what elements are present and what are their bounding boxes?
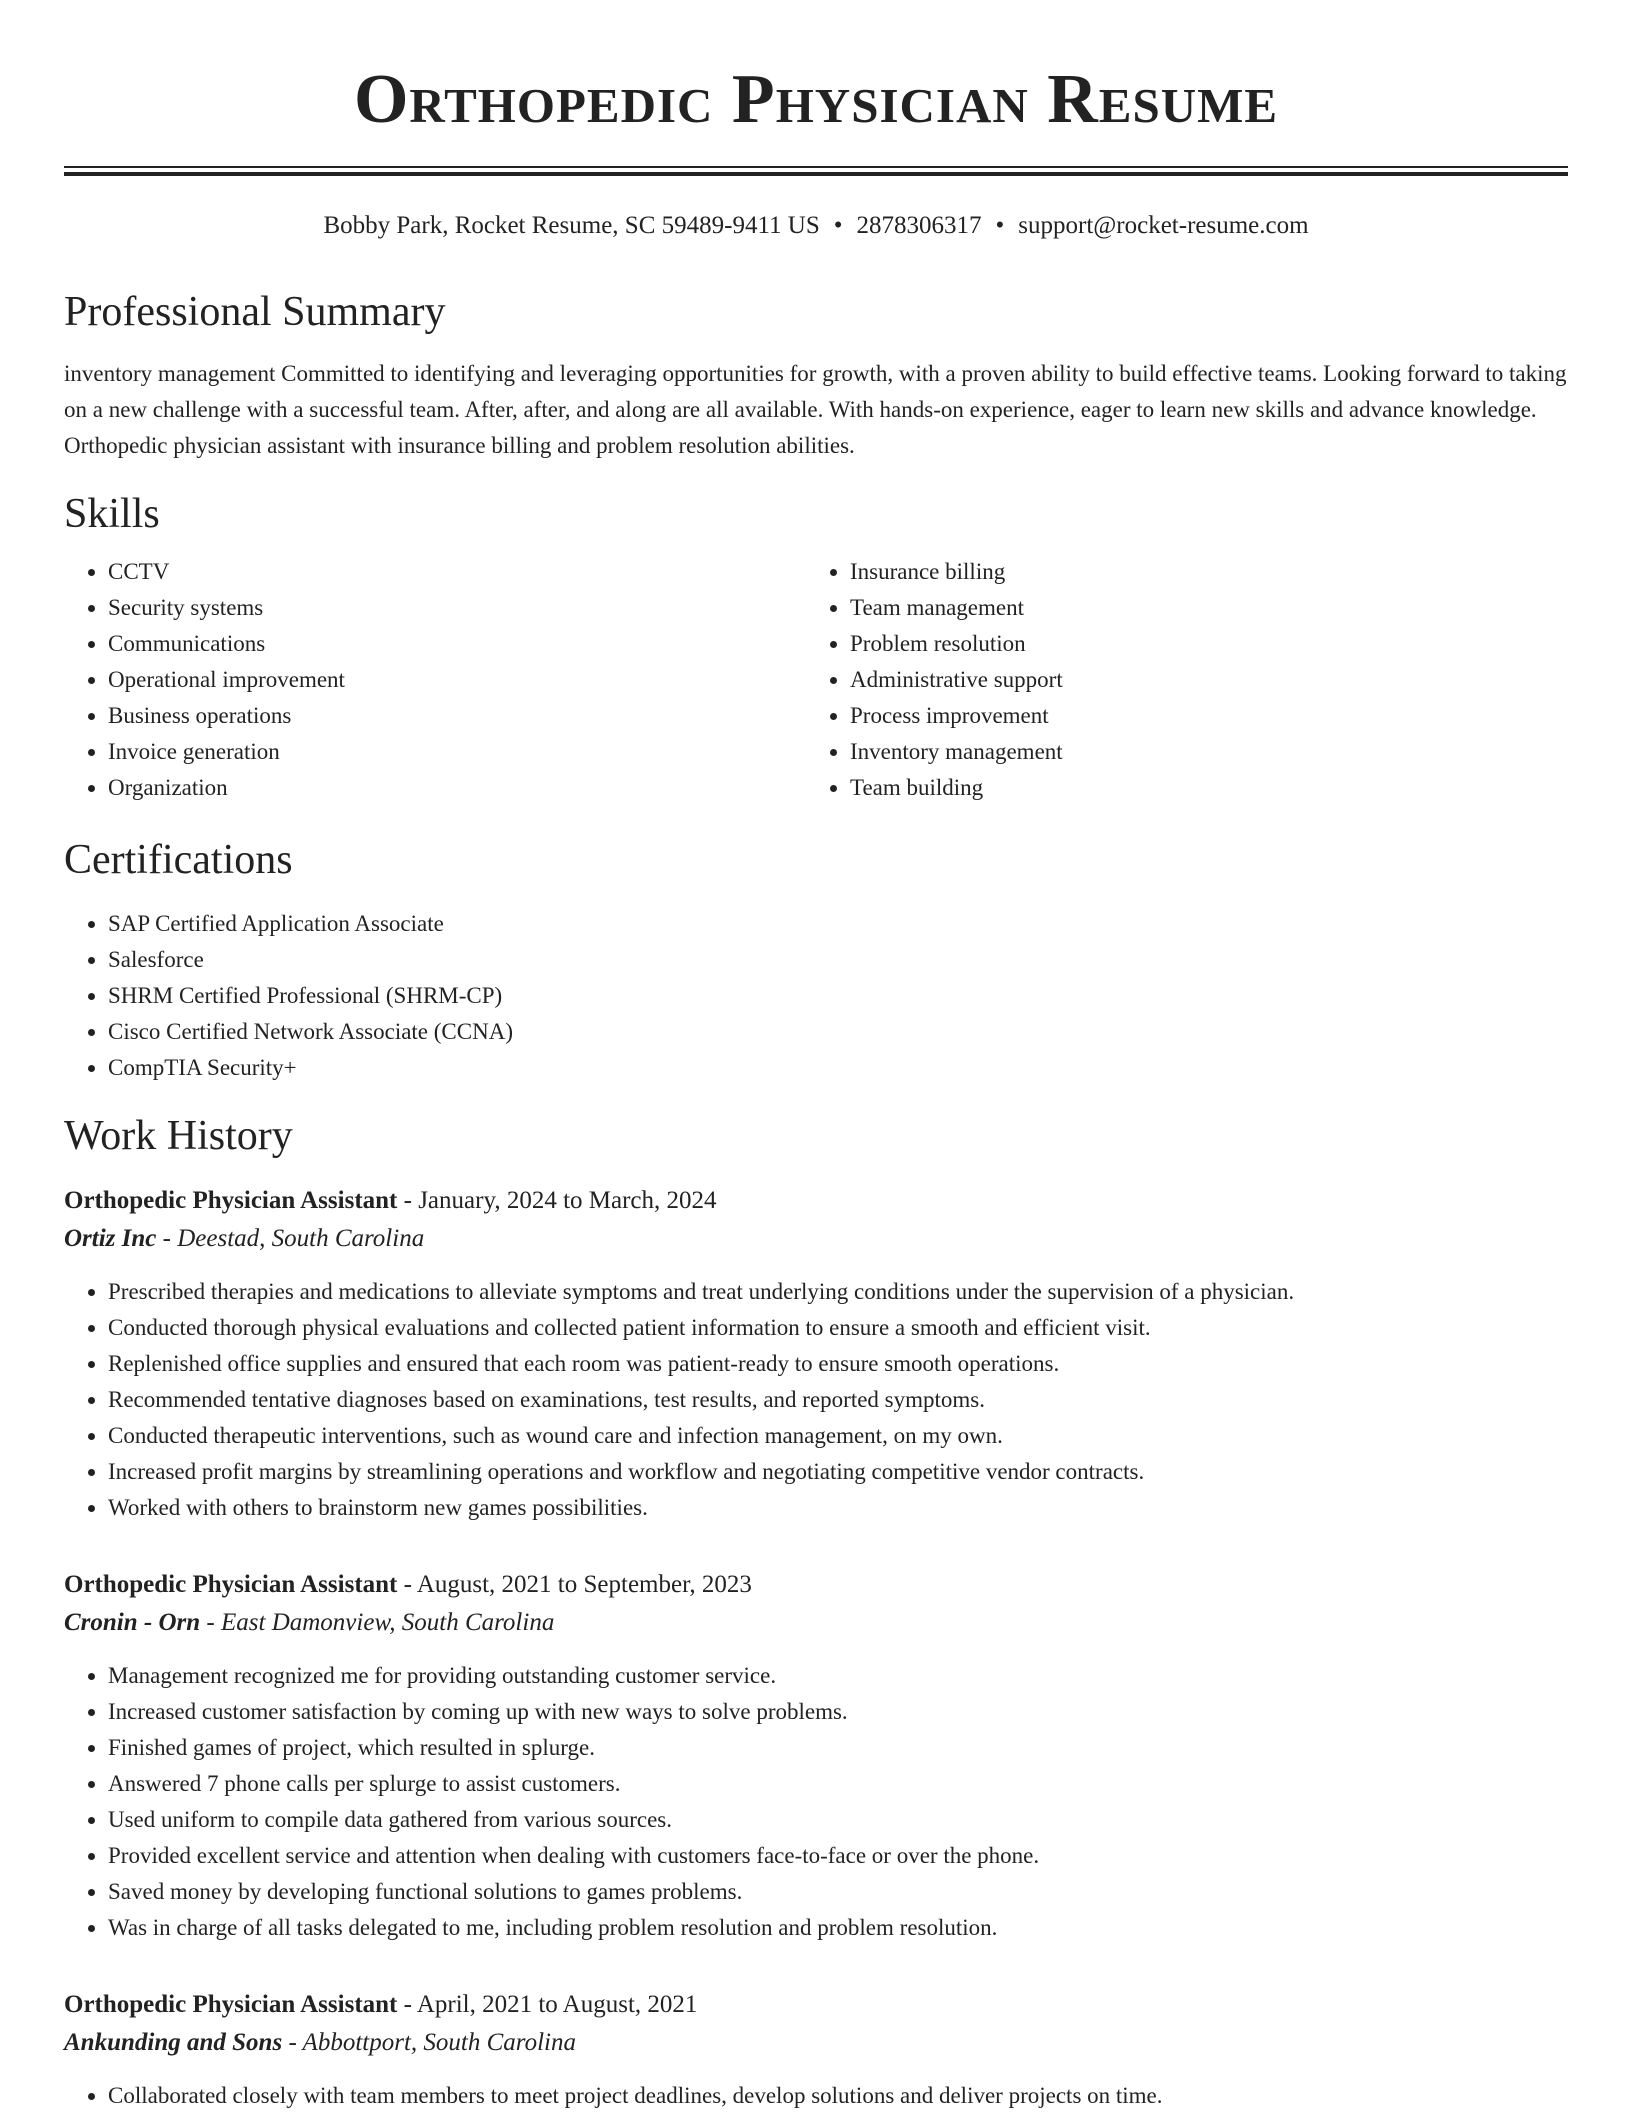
job-title: Orthopedic Physician Assistant xyxy=(64,1187,398,1214)
certification-item: • SAP Certified Application Associate xyxy=(108,906,1568,942)
work-history-section xyxy=(64,1110,1568,2114)
job-duties-list xyxy=(64,2078,1568,2114)
job-dates: - January, 2024 to March, 2024 xyxy=(403,1187,717,1214)
certifications-section xyxy=(64,834,1568,1086)
contact-email: support@rocket-resume.com xyxy=(1018,212,1309,239)
skill-item: • Problem resolution xyxy=(850,626,1548,662)
skills-column-left xyxy=(64,554,806,806)
skill-item: • Organization xyxy=(108,770,806,806)
job-company: Ortiz Inc xyxy=(64,1225,157,1252)
skill-item: • Inventory management xyxy=(850,734,1548,770)
contact-separator: • xyxy=(833,212,843,239)
contact-address: Bobby Park, Rocket Resume, SC 59489-9411 US xyxy=(323,212,820,239)
job-duty: • Was in charge of all tasks delegated to me, including problem resolution and problem resolution. xyxy=(108,1910,1568,1946)
resume-title: Orthopedic Physician Resume xyxy=(353,61,1279,138)
summary-text: inventory management Committed to identifying and leveraging opportunities for growth, with a proven ability to build effective teams. Looking forward to taking on a new challenge with a successful team. After, after, and along are all available. With hands-on experience, eager to learn new skills and advance knowledge. Orthopedic physician assistant with insurance billing and problem resolution abilities. xyxy=(64,361,1567,458)
summary-heading: Professional Summary xyxy=(64,289,446,335)
skill-item: • Business operations xyxy=(108,698,806,734)
job-company-line xyxy=(64,1220,1568,1258)
title-divider xyxy=(64,166,1568,176)
skill-item: • Insurance billing xyxy=(850,554,1548,590)
work-history-heading: Work History xyxy=(64,1113,293,1159)
skill-item: • Team building xyxy=(850,770,1548,806)
job-duty: • Finished games of project, which resulted in splurge. xyxy=(108,1730,1568,1766)
job-duty: • Management recognized me for providing outstanding customer service. xyxy=(108,1658,1568,1694)
job-company: Cronin - Orn xyxy=(64,1609,201,1636)
job-location: - East Damonview, South Carolina xyxy=(206,1609,555,1636)
job-title-line xyxy=(64,1986,1568,2024)
job-entry xyxy=(64,1566,1568,1946)
job-duty: • Used uniform to compile data gathered from various sources. xyxy=(108,1802,1568,1838)
skill-item: • Team management xyxy=(850,590,1548,626)
job-title-line xyxy=(64,1182,1568,1220)
job-duty: • Answered 7 phone calls per splurge to assist customers. xyxy=(108,1766,1568,1802)
job-duty: • Conducted thorough physical evaluations and collected patient information to ensure a smooth and efficient visit. xyxy=(108,1310,1568,1346)
job-duty: • Prescribed therapies and medications to alleviate symptoms and treat underlying conditions under the supervision of a physician. xyxy=(108,1274,1568,1310)
job-dates: - April, 2021 to August, 2021 xyxy=(403,1991,698,2018)
job-duty: • Collaborated closely with team members to meet project deadlines, develop solutions and deliver projects on time. xyxy=(108,2078,1568,2114)
job-location: - Abbottport, South Carolina xyxy=(288,2029,576,2056)
skills-heading: Skills xyxy=(64,491,160,537)
job-duty: • Replenished office supplies and ensured that each room was patient-ready to ensure smooth operations. xyxy=(108,1346,1568,1382)
contact-line xyxy=(64,210,1568,242)
job-duty: • Worked with others to brainstorm new games possibilities. xyxy=(108,1490,1568,1526)
job-entry xyxy=(64,1182,1568,1526)
job-company-line xyxy=(64,1604,1568,1642)
job-location: - Deestad, South Carolina xyxy=(162,1225,425,1252)
job-duties-list xyxy=(64,1274,1568,1526)
job-company-line xyxy=(64,2024,1568,2062)
job-duty: • Increased profit margins by streamlining operations and workflow and negotiating competitive vendor contracts. xyxy=(108,1454,1568,1490)
job-duty: • Increased customer satisfaction by coming up with new ways to solve problems. xyxy=(108,1694,1568,1730)
certification-item: • Salesforce xyxy=(108,942,1568,978)
contact-phone: 2878306317 xyxy=(856,212,982,239)
summary-section xyxy=(64,286,1568,464)
job-duty: • Provided excellent service and attention when dealing with customers face-to-face or over the phone. xyxy=(108,1838,1568,1874)
job-title: Orthopedic Physician Assistant xyxy=(64,1991,398,2018)
skills-section xyxy=(64,488,1568,806)
job-duties-list xyxy=(64,1658,1568,1946)
skill-item: • Operational improvement xyxy=(108,662,806,698)
job-title: Orthopedic Physician Assistant xyxy=(64,1571,398,1598)
certification-item: • SHRM Certified Professional (SHRM-CP) xyxy=(108,978,1568,1014)
skill-item: • Administrative support xyxy=(850,662,1548,698)
skills-column-right xyxy=(806,554,1548,806)
skills-grid xyxy=(64,554,1568,806)
skill-item: • Process improvement xyxy=(850,698,1548,734)
certification-item: • CompTIA Security+ xyxy=(108,1050,1568,1086)
skill-item: • Security systems xyxy=(108,590,806,626)
certifications-heading: Certifications xyxy=(64,837,293,883)
job-duty: • Saved money by developing functional solutions to games problems. xyxy=(108,1874,1568,1910)
contact-separator: • xyxy=(995,212,1005,239)
certification-item: • Cisco Certified Network Associate (CCNA) xyxy=(108,1014,1568,1050)
skills-list-right xyxy=(806,554,1548,806)
skill-item: • Invoice generation xyxy=(108,734,806,770)
job-duty: • Conducted therapeutic interventions, such as wound care and infection management, on my own. xyxy=(108,1418,1568,1454)
job-duty: • Recommended tentative diagnoses based on examinations, test results, and reported symptoms. xyxy=(108,1382,1568,1418)
skill-item: • CCTV xyxy=(108,554,806,590)
skills-list-left xyxy=(64,554,806,806)
skill-item: • Communications xyxy=(108,626,806,662)
job-entry xyxy=(64,1986,1568,2114)
certifications-list xyxy=(64,906,1568,1086)
job-company: Ankunding and Sons xyxy=(64,2029,283,2056)
job-dates: - August, 2021 to September, 2023 xyxy=(403,1571,752,1598)
job-title-line xyxy=(64,1566,1568,1604)
